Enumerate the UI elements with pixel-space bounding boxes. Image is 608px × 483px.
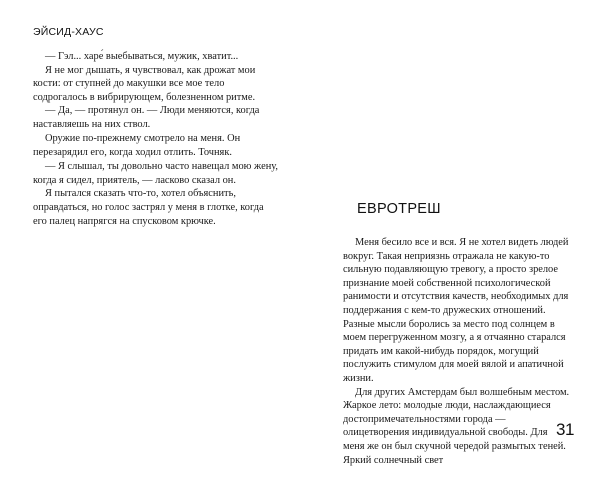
- paragraph: Меня бесило все и вся. Я не хотел видеть людей вокруг. Такая неприязнь отражала не какую-то сильную подавляющую тревогу, а просто зрелое признание моей собственной психологической ранимости и отсутствия качеств, необходимых для поддержания с кем-то дружеских отношений. Разные мысли боролись за место под солнцем в моем перегруженном мозгу, а я отчаянно старался придать им какой-нибудь порядок, могущий послужить стимулом для моей вялой и апатичной жизни.: [343, 237, 569, 384]
- chapter-title: ЕВРОТРЕШ: [357, 201, 441, 217]
- paragraph: Для других Амстердам был волшебным местом. Жаркое лето: молодые люди, наслаждающиеся достопримечательностями города — олицетворения индивидуальной свободы. Для меня же он был скучной чередой размытых теней. Яркий солнечный свет: [343, 386, 570, 466]
- paragraph: — Да, — протянул он. — Люди меняются, когда наставляешь на них ствол.: [33, 105, 260, 130]
- paragraph: — Я слышал, ты довольно часто навещал мою жену, когда я сидел, приятель, — ласково сказал он.: [33, 161, 279, 186]
- page-number: 31: [556, 420, 574, 439]
- paragraph: Я пытался сказать что-то, хотел объяснить, оправдаться, но голос застрял у меня в глотке, когда его палец напрягся на спусковом крючке.: [33, 188, 264, 227]
- paragraph: — Гэл... харе́ выебываться, мужик, хватит...: [45, 51, 239, 62]
- paragraph: Оружие по-прежнему смотрело на меня. Он перезарядил его, когда ходил отлить. Точняк.: [33, 133, 241, 158]
- paragraph: Я не мог дышать, я чувствовал, как дрожат мои кости: от ступней до макушки все мое тело содрогалось в вибрирующем, болезненном ритме.: [33, 64, 256, 103]
- right-page-text: [343, 236, 571, 467]
- left-page-text: [33, 50, 278, 228]
- running-head: ЭЙСИД-ХАУС: [33, 26, 104, 38]
